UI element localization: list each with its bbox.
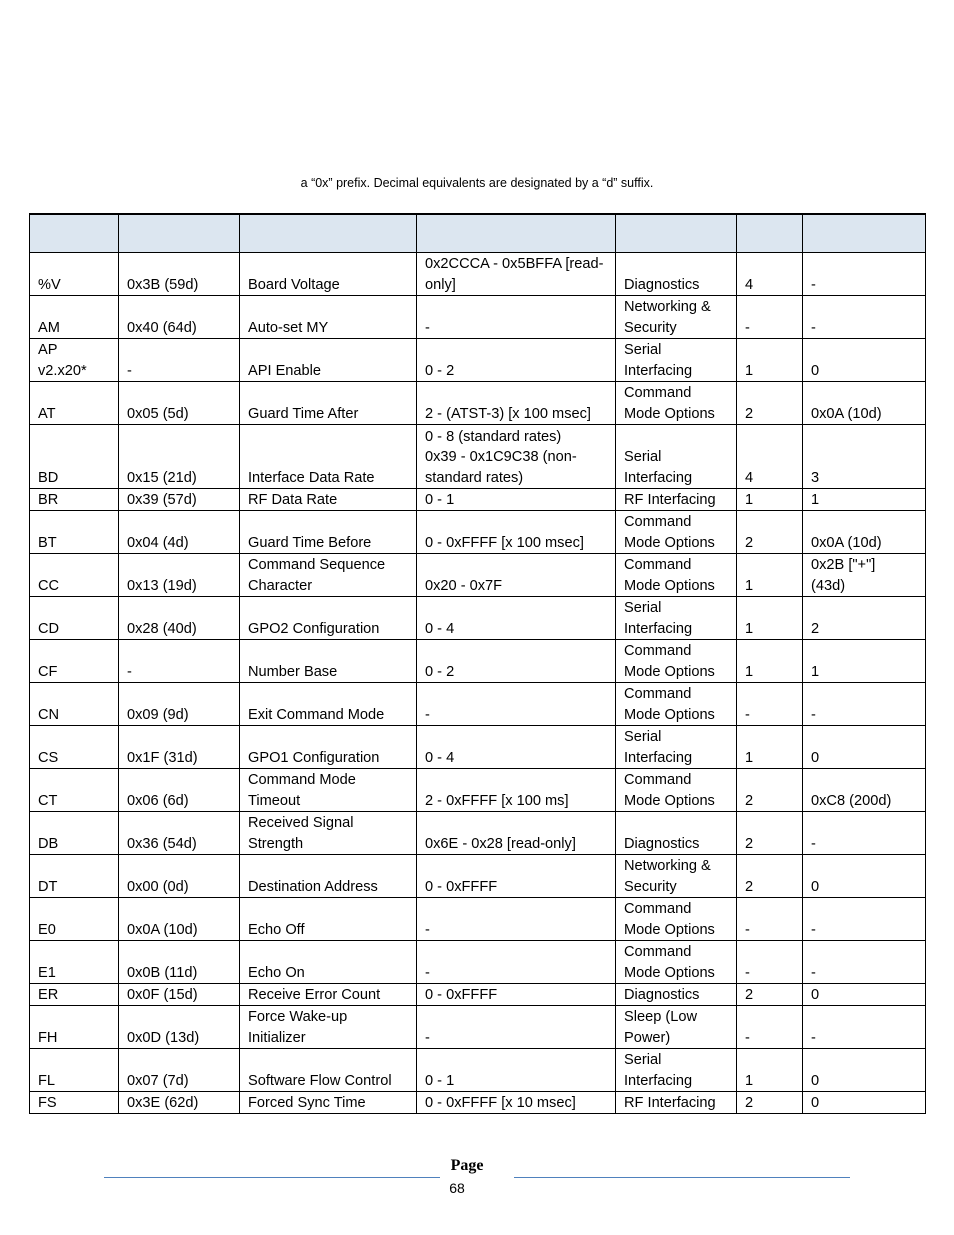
table-row <box>30 984 926 1006</box>
table-row <box>30 511 926 554</box>
table-cell: 0x36 (54d) <box>119 812 240 855</box>
table-cell: Command Mode Options <box>616 941 737 984</box>
table-cell: 0 <box>803 984 926 1006</box>
table-cell: 0x40 (64d) <box>119 296 240 339</box>
table-cell: Interface Data Rate <box>240 425 417 489</box>
table-cell: Auto-set MY <box>240 296 417 339</box>
table-cell: 0 - 4 <box>417 597 616 640</box>
table-cell: 0x04 (4d) <box>119 511 240 554</box>
table-cell: 0x0B (11d) <box>119 941 240 984</box>
table-cell: 0x00 (0d) <box>119 855 240 898</box>
table-cell: 2 <box>803 597 926 640</box>
table-cell: 0 - 2 <box>417 640 616 683</box>
table-cell: BT <box>30 511 119 554</box>
table-row <box>30 489 926 511</box>
table-cell: 0xC8 (200d) <box>803 769 926 812</box>
table-note: a “0x” prefix. Decimal equivalents are designated by a “d” suffix. <box>300 176 654 190</box>
table-cell: Software Flow Control <box>240 1049 417 1092</box>
table-cell: 0x0D (13d) <box>119 1006 240 1049</box>
table-cell: CN <box>30 683 119 726</box>
table-cell: Board Voltage <box>240 253 417 296</box>
table-cell: Command Mode Options <box>616 640 737 683</box>
table-cell: Diagnostics <box>616 812 737 855</box>
table-row <box>30 253 926 296</box>
table-cell: 0 - 1 <box>417 1049 616 1092</box>
table-row <box>30 812 926 855</box>
table-body <box>30 253 926 1114</box>
table-cell: Command Sequence Character <box>240 554 417 597</box>
table-cell: 0 - 0xFFFF [x 100 msec] <box>417 511 616 554</box>
table-cell: 0 - 1 <box>417 489 616 511</box>
table-cell: 0 - 0xFFFF <box>417 984 616 1006</box>
table-cell: Networking & Security <box>616 296 737 339</box>
table-cell: - <box>803 941 926 984</box>
table-cell: Serial Interfacing <box>616 597 737 640</box>
table-cell: 0x3B (59d) <box>119 253 240 296</box>
table-cell: - <box>119 339 240 382</box>
table-cell: 0 <box>803 855 926 898</box>
table-cell: 4 <box>737 425 803 489</box>
table-cell: Networking & Security <box>616 855 737 898</box>
table-row <box>30 425 926 489</box>
table-cell: ER <box>30 984 119 1006</box>
table-cell: Guard Time After <box>240 382 417 425</box>
table-cell: 2 <box>737 511 803 554</box>
table-cell: 0x6E - 0x28 [read-only] <box>417 812 616 855</box>
table-cell: 0x05 (5d) <box>119 382 240 425</box>
table-cell: AP v2.x20* <box>30 339 119 382</box>
table-row <box>30 1092 926 1114</box>
table-cell: AT <box>30 382 119 425</box>
table-header-row <box>30 214 926 253</box>
table-cell: 2 <box>737 812 803 855</box>
table-cell: 0x39 (57d) <box>119 489 240 511</box>
table-cell: Command Mode Options <box>616 898 737 941</box>
table-cell: 0x13 (19d) <box>119 554 240 597</box>
table-cell: 1 <box>737 1049 803 1092</box>
table-row <box>30 855 926 898</box>
table-cell: GPO1 Configuration <box>240 726 417 769</box>
table-cell: 0x2CCCA - 0x5BFFA [read- only] <box>417 253 616 296</box>
table-cell: Command Mode Options <box>616 769 737 812</box>
table-cell: Force Wake-up Initializer <box>240 1006 417 1049</box>
header-cell <box>737 214 803 253</box>
table-cell: - <box>119 640 240 683</box>
table-cell: 0x0A (10d) <box>803 382 926 425</box>
command-table <box>29 213 926 1114</box>
table-cell: Serial Interfacing <box>616 425 737 489</box>
header-cell <box>30 214 119 253</box>
table-cell: 0x20 - 0x7F <box>417 554 616 597</box>
table-cell: - <box>737 898 803 941</box>
footer-line-right <box>514 1177 850 1178</box>
table-cell: - <box>803 812 926 855</box>
table-cell: GPO2 Configuration <box>240 597 417 640</box>
table-cell: - <box>417 898 616 941</box>
table-row <box>30 339 926 382</box>
table-cell: 0x0A (10d) <box>119 898 240 941</box>
table-cell: - <box>803 898 926 941</box>
table-cell: 2 <box>737 1092 803 1114</box>
table-cell: Serial Interfacing <box>616 1049 737 1092</box>
table-cell: - <box>737 683 803 726</box>
table-cell: 0x09 (9d) <box>119 683 240 726</box>
table-row <box>30 597 926 640</box>
table-cell: E1 <box>30 941 119 984</box>
header-cell <box>417 214 616 253</box>
table-row <box>30 726 926 769</box>
table-cell: Serial Interfacing <box>616 339 737 382</box>
table-cell: - <box>737 941 803 984</box>
table-cell: Diagnostics <box>616 984 737 1006</box>
table-cell: 2 <box>737 382 803 425</box>
table-row <box>30 683 926 726</box>
table-cell: Received Signal Strength <box>240 812 417 855</box>
page-label: Page <box>450 1157 484 1174</box>
table-cell: - <box>803 1006 926 1049</box>
table-cell: 0 - 0xFFFF <box>417 855 616 898</box>
table-cell: RF Interfacing <box>616 489 737 511</box>
table-cell: 4 <box>737 253 803 296</box>
table-cell: CD <box>30 597 119 640</box>
table-cell: Guard Time Before <box>240 511 417 554</box>
table-cell: Command Mode Options <box>616 382 737 425</box>
table-cell: CT <box>30 769 119 812</box>
table-cell: 2 - (ATST-3) [x 100 msec] <box>417 382 616 425</box>
table-cell: 0 - 2 <box>417 339 616 382</box>
table-cell: BD <box>30 425 119 489</box>
table-cell: 1 <box>737 597 803 640</box>
table-cell: DT <box>30 855 119 898</box>
table-cell: 0x3E (62d) <box>119 1092 240 1114</box>
table-cell: - <box>803 296 926 339</box>
table-cell: Echo Off <box>240 898 417 941</box>
table-row <box>30 1006 926 1049</box>
page-number: 68 <box>449 1180 465 1196</box>
table-cell: Command Mode Timeout <box>240 769 417 812</box>
header-cell <box>616 214 737 253</box>
table-cell: 0x0F (15d) <box>119 984 240 1006</box>
table-cell: 1 <box>737 726 803 769</box>
footer-line-left <box>104 1177 440 1178</box>
table-cell: AM <box>30 296 119 339</box>
table-row <box>30 898 926 941</box>
table-cell: Command Mode Options <box>616 511 737 554</box>
table-cell: Sleep (Low Power) <box>616 1006 737 1049</box>
table-cell: 0 <box>803 726 926 769</box>
table-cell: 2 <box>737 769 803 812</box>
table-cell: 1 <box>737 554 803 597</box>
table-cell: FL <box>30 1049 119 1092</box>
table-cell: E0 <box>30 898 119 941</box>
table-cell: - <box>417 683 616 726</box>
table-cell: - <box>737 296 803 339</box>
table-cell: 2 <box>737 984 803 1006</box>
table-cell: 0x15 (21d) <box>119 425 240 489</box>
table-cell: %V <box>30 253 119 296</box>
table-cell: Destination Address <box>240 855 417 898</box>
table-cell: 1 <box>737 339 803 382</box>
table-cell: - <box>803 683 926 726</box>
table-cell: 0x28 (40d) <box>119 597 240 640</box>
table-cell: Command Mode Options <box>616 683 737 726</box>
table-cell: - <box>803 253 926 296</box>
table-cell: 1 <box>737 489 803 511</box>
table-cell: 1 <box>737 640 803 683</box>
table-cell: CF <box>30 640 119 683</box>
table-cell: CC <box>30 554 119 597</box>
table-cell: BR <box>30 489 119 511</box>
table-cell: Number Base <box>240 640 417 683</box>
table-cell: - <box>417 1006 616 1049</box>
table-cell: Forced Sync Time <box>240 1092 417 1114</box>
table-row <box>30 382 926 425</box>
table-cell: FS <box>30 1092 119 1114</box>
table-cell: Exit Command Mode <box>240 683 417 726</box>
table-cell: 0x07 (7d) <box>119 1049 240 1092</box>
table-row <box>30 296 926 339</box>
table-cell: CS <box>30 726 119 769</box>
table-cell: 0x06 (6d) <box>119 769 240 812</box>
table-row <box>30 769 926 812</box>
table-cell: 0x1F (31d) <box>119 726 240 769</box>
table-cell: 2 - 0xFFFF [x 100 ms] <box>417 769 616 812</box>
table-cell: RF Data Rate <box>240 489 417 511</box>
table-cell: Command Mode Options <box>616 554 737 597</box>
table-cell: Serial Interfacing <box>616 726 737 769</box>
table-cell: 0 - 4 <box>417 726 616 769</box>
header-cell <box>240 214 417 253</box>
table-row <box>30 640 926 683</box>
table-cell: 0 - 0xFFFF [x 10 msec] <box>417 1092 616 1114</box>
table-cell: - <box>417 296 616 339</box>
table-cell: 0x0A (10d) <box>803 511 926 554</box>
table-cell: - <box>737 1006 803 1049</box>
table-cell: 0 <box>803 1049 926 1092</box>
table-row <box>30 1049 926 1092</box>
table-cell: DB <box>30 812 119 855</box>
table-cell: Receive Error Count <box>240 984 417 1006</box>
table-cell: 0 - 8 (standard rates) 0x39 - 0x1C9C38 (non- standard rates) <box>417 425 616 489</box>
table-row <box>30 554 926 597</box>
header-cell <box>119 214 240 253</box>
table-cell: API Enable <box>240 339 417 382</box>
table-cell: 3 <box>803 425 926 489</box>
table-row <box>30 941 926 984</box>
table-cell: 2 <box>737 855 803 898</box>
table-cell: Diagnostics <box>616 253 737 296</box>
table-cell: 0x2B ["+"] (43d) <box>803 554 926 597</box>
table-cell: RF Interfacing <box>616 1092 737 1114</box>
table-cell: 0 <box>803 1092 926 1114</box>
table-cell: - <box>417 941 616 984</box>
table-cell: FH <box>30 1006 119 1049</box>
table-cell: 1 <box>803 489 926 511</box>
table-cell: 0 <box>803 339 926 382</box>
table-cell: Echo On <box>240 941 417 984</box>
header-cell <box>803 214 926 253</box>
table-cell: 1 <box>803 640 926 683</box>
